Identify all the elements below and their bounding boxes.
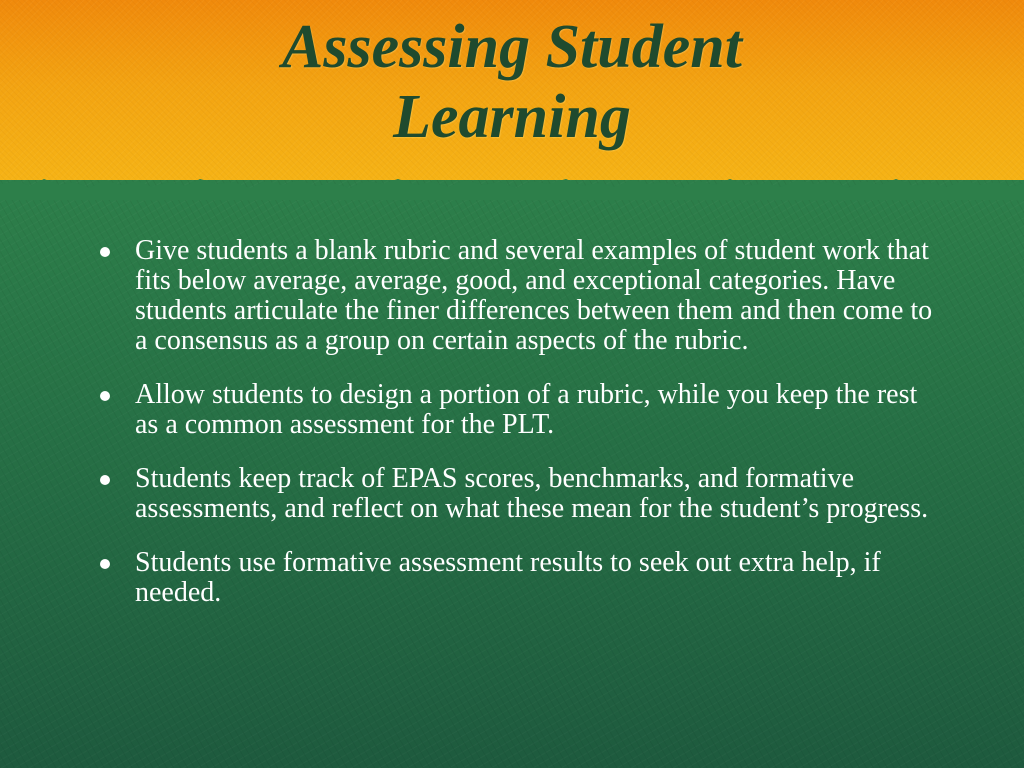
bullet-item xyxy=(100,548,940,608)
bullet-dot-icon xyxy=(100,391,110,401)
bullet-item xyxy=(100,464,940,524)
bullet-text: Allow students to design a portion of a rubric, while you keep the rest as a common assessment for the PLT. xyxy=(135,379,918,440)
slide-title xyxy=(0,12,1024,152)
bullet-text: Give students a blank rubric and several examples of student work that fits below average, average, good, and exceptional categories. Have students articulate the finer differences between them and then come to a consensus as a group on certain aspects of the rubric. xyxy=(135,235,933,356)
bullet-item xyxy=(100,236,940,356)
bullet-list xyxy=(100,236,940,632)
bullet-text: Students keep track of EPAS scores, benchmarks, and formative assessments, and reflect on what these mean for the student’s progress. xyxy=(135,463,929,524)
bullet-dot-icon xyxy=(100,475,110,485)
title-line-2: Learning xyxy=(393,83,631,151)
bullet-text: Students use formative assessment results to seek out extra help, if needed. xyxy=(135,547,881,608)
bullet-item xyxy=(100,380,940,440)
rough-edge-divider xyxy=(0,170,1024,200)
bullet-dot-icon xyxy=(100,559,110,569)
bullet-dot-icon xyxy=(100,247,110,257)
title-line-1: Assessing Student xyxy=(281,13,742,81)
